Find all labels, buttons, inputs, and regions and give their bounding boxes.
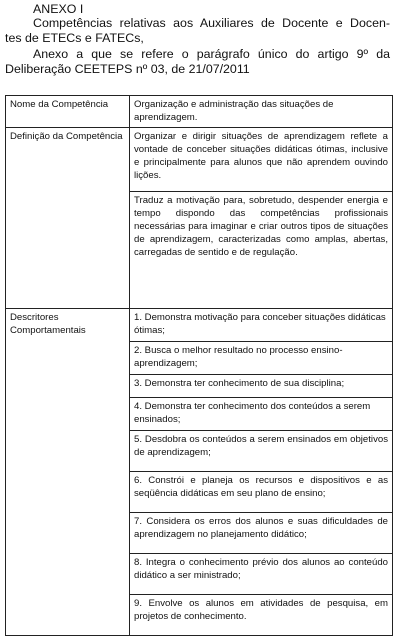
descriptor-item-8: 8. Integra o conhecimento prévio dos alunos ao conteúdo didático a ser ministrado; <box>130 554 393 595</box>
annex-title: ANEXO I <box>33 2 84 16</box>
descriptor-item-3: 3. Demonstra ter conhecimento de sua disciplina; <box>130 375 393 398</box>
header-line-4: Deliberação CEETEPS nº 03, de 21/07/2011 <box>5 62 250 76</box>
definition-paragraph-1: Organizar e dirigir situações de aprendizagem reflete a vontade de conceber situações didáticas ótimas, inclusive e principalmente para alunos que não aprendem ouvindo lições. <box>130 128 393 192</box>
descriptor-item-5: 5. Desdobra os conteúdos a serem ensinados em objetivos de aprendizagem; <box>130 431 393 472</box>
descriptor-item-2: 2. Busca o melhor resultado no processo ensino-aprendizagem; <box>130 342 393 375</box>
behavioral-descriptors-label: Descritores Comportamentais <box>6 309 130 636</box>
table-row <box>6 96 393 128</box>
header-line-1: Competências relativas aos Auxiliares de Docente e Docen- <box>33 16 390 30</box>
competency-table <box>5 95 393 636</box>
header-line-3: Anexo a que se refere o parágrafo único do artigo 9º da <box>33 47 390 61</box>
descriptor-item-4: 4. Demonstra ter conhecimento dos conteúdos a serem ensinados; <box>130 398 393 431</box>
table-row <box>6 309 393 342</box>
descriptor-item-7: 7. Considera os erros dos alunos e suas dificuldades de aprendizagem no planejamento didático; <box>130 513 393 554</box>
descriptor-item-6: 6. Constrói e planeja os recursos e dispositivos e as seqüência didáticas em seu plano de ensino; <box>130 472 393 513</box>
descriptor-item-1: 1. Demonstra motivação para conceber situações didáticas ótimas; <box>130 309 393 342</box>
competency-definition-label: Definição da Competência <box>6 128 130 309</box>
definition-paragraph-2: Traduz a motivação para, sobretudo, despender energia e tempo dispondo das competências profissionais necessárias para imaginar e criar outros tipos de situações de aprendizagem, caracterizadas como amplas, abertas, carregadas de sentido e de regulação. <box>130 192 393 309</box>
table-row <box>6 128 393 192</box>
descriptor-item-9: 9. Envolve os alunos em atividades de pesquisa, em projetos de conhecimento. <box>130 595 393 636</box>
competency-name-value: Organização e administração das situações de aprendizagem. <box>130 96 393 128</box>
header-line-2: tes de ETECs e FATECs, <box>5 31 144 45</box>
competency-name-label: Nome da Competência <box>6 96 130 128</box>
